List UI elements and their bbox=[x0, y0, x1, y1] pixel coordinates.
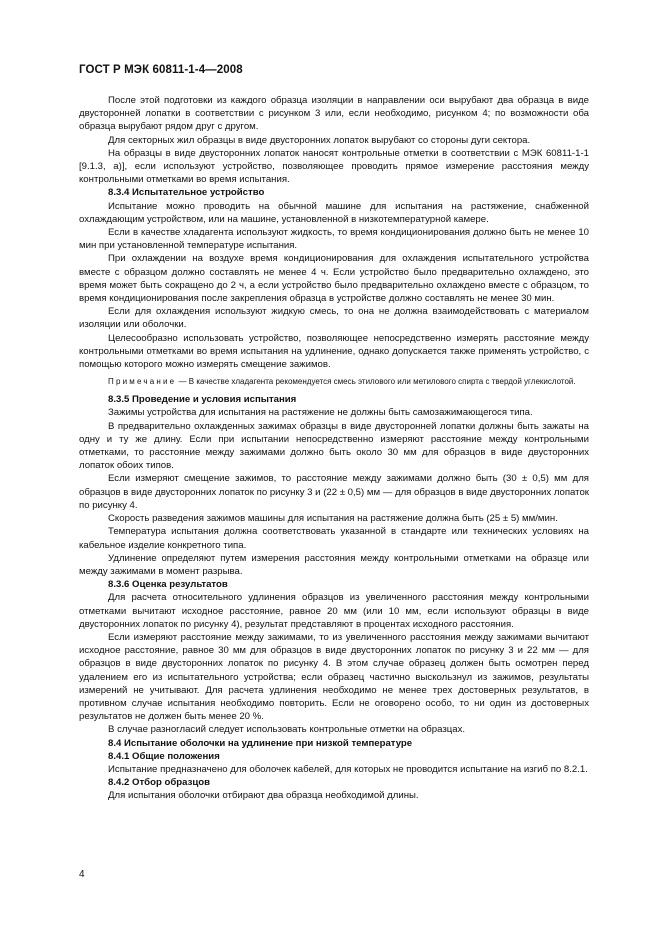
paragraph: Испытание предназначено для оболочек кабелей, для которых не проводится испытание на изгиб по 8.2.1. bbox=[108, 763, 588, 775]
note bbox=[79, 376, 589, 388]
paragraph: Целесообразно использовать устройство, позволяющее непосредственно измерять расстояние между контрольными отметками во время испытания на удлинение, однако допускается также применять устройство, с помощью которого можно измерять смещение зажимов. bbox=[79, 332, 589, 371]
paragraph: Для испытания оболочки отбирают два образца необходимой длины. bbox=[108, 790, 419, 802]
paragraph: В предварительно охлажденных зажимах образцы в виде двусторонней лопатки должны быть зажаты на одну и ту же длину. Если при испытании непосредственно измеряют расстояние между контрольными отметками, то расстояние между зажимами должно быть около 30 мм для образцов в виде двусторонних лопаток обоих типов. bbox=[79, 420, 589, 472]
paragraph: Для расчета относительного удлинения образцов из увеличенного расстояния между контрольными отметками вычитают исходное расстояние, равное 20 мм (или 10 мм, если используют образцы в виде двусторонних лопаток по рисунку 4), результат представляют в процентах исходного расстояния. bbox=[79, 592, 589, 630]
paragraph: На образцы в виде двусторонних лопаток наносят контрольные отметки в соответствии с МЭК 60811-1-1 [9.1.3, а)], если используют устройство, позволяющее проводить прямое измерение расстояния между контрольными отметками во время испытания. bbox=[79, 147, 589, 186]
document-header: ГОСТ Р МЭК 60811-1-4—2008 bbox=[79, 64, 243, 76]
paragraph: Если измеряют смещение зажимов, то расстояние между зажимами должно быть (30 ± 0,5) мм для образцов в виде двусторонних лопаток по рисунку 3 и (22 ± 0,5) мм — для образцов в виде двусторонних лопаток по рисунку 4. bbox=[79, 473, 589, 511]
paragraph: Температура испытания должна соответствовать указанной в стандарте или технических условиях на кабельное изделие конкретного типа. bbox=[79, 526, 589, 551]
paragraph: Зажимы устройства для испытания на растяжение не должны быть самозажимающегося типа. bbox=[108, 407, 533, 419]
paragraph: Испытание можно проводить на обычной машине для испытания на растяжение, снабженной охлаждающим устройством, или на машине, установленной в низкотемпературной камере. bbox=[79, 200, 589, 225]
section-heading: 8.4.1 Общие положения bbox=[108, 750, 220, 762]
section-heading: 8.3.6 Оценка результатов bbox=[108, 579, 228, 591]
paragraph: Если для охлаждения используют жидкую смесь, то она не должна взаимодействовать с материалом изоляции или оболочки. bbox=[79, 306, 589, 331]
paragraph: При охлаждении на воздухе время кондиционирования для охлаждения испытательного устройства вместе с образцом должно составлять не менее 4 ч. Если устройство было предварительно охлаждено, это время может быть сокращено до 2 ч, а если устройство было предварительно охлаждено вместе с образцом, то время кондиционирования после закрепления образца в устройстве должно составлять не менее 30 мин. bbox=[79, 253, 589, 305]
section-heading: 8.4.2 Отбор образцов bbox=[108, 777, 210, 789]
paragraph: В случае разногласий следует использовать контрольные отметки на образцах. bbox=[108, 724, 466, 736]
section-heading: 8.3.4 Испытательное устройство bbox=[108, 187, 265, 199]
paragraph: Удлинение определяют путем измерения расстояния между контрольными отметками на образце или между зажимами в момент разрыва. bbox=[79, 552, 589, 577]
paragraph: После этой подготовки из каждого образца изоляции в направлении оси вырубают два образца в виде двусторонней лопатки в соответствии с рисунком 3 или, если необходимо, рисунком 4; по возможности оба образца вырубают рядом друг с другом. bbox=[79, 95, 589, 133]
section-heading: 8.3.5 Проведение и условия испытания bbox=[108, 394, 297, 406]
paragraph: Если измеряют расстояние между зажимами, то из увеличенного расстояния между зажимами вычитают исходное расстояние, равное 30 мм для образцов в виде двусторонних лопаток по рисунку 3 и 22 мм — для образцов в виде двусторонних лопаток по рисунку 4. В этом случае образец должен быть осмотрен перед удалением его из испытательного устройства; если образец частично выскользнул из зажимов, результаты измерений не учитывают. Для расчета удлинения необходимо не менее трех достоверных результатов, в противном случае испытания необходимо повторить. Если не оговорено особо, то ни один из достоверных результатов не должен быть менее 20 %. bbox=[79, 631, 589, 723]
note-text: — В качестве хладагента рекомендуется смесь этилового или метилового спирта с твердой углекислотой. bbox=[176, 377, 576, 387]
document-body bbox=[79, 94, 589, 803]
section-heading: 8.4 Испытание оболочки на удлинение при низкой температуре bbox=[108, 737, 413, 749]
note-label: Примечание bbox=[108, 377, 177, 387]
page-number: 4 bbox=[79, 869, 85, 880]
paragraph: Для секторных жил образцы в виде двусторонних лопаток вырубают со стороны дуги сектора. bbox=[108, 134, 531, 146]
paragraph: Если в качестве хладагента используют жидкость, то время кондиционирования должно быть не менее 10 мин при установленной температуре испытания. bbox=[79, 227, 589, 252]
paragraph: Скорость разведения зажимов машины для испытания на растяжение должна быть (25 ± 5) мм/мин. bbox=[108, 513, 558, 525]
